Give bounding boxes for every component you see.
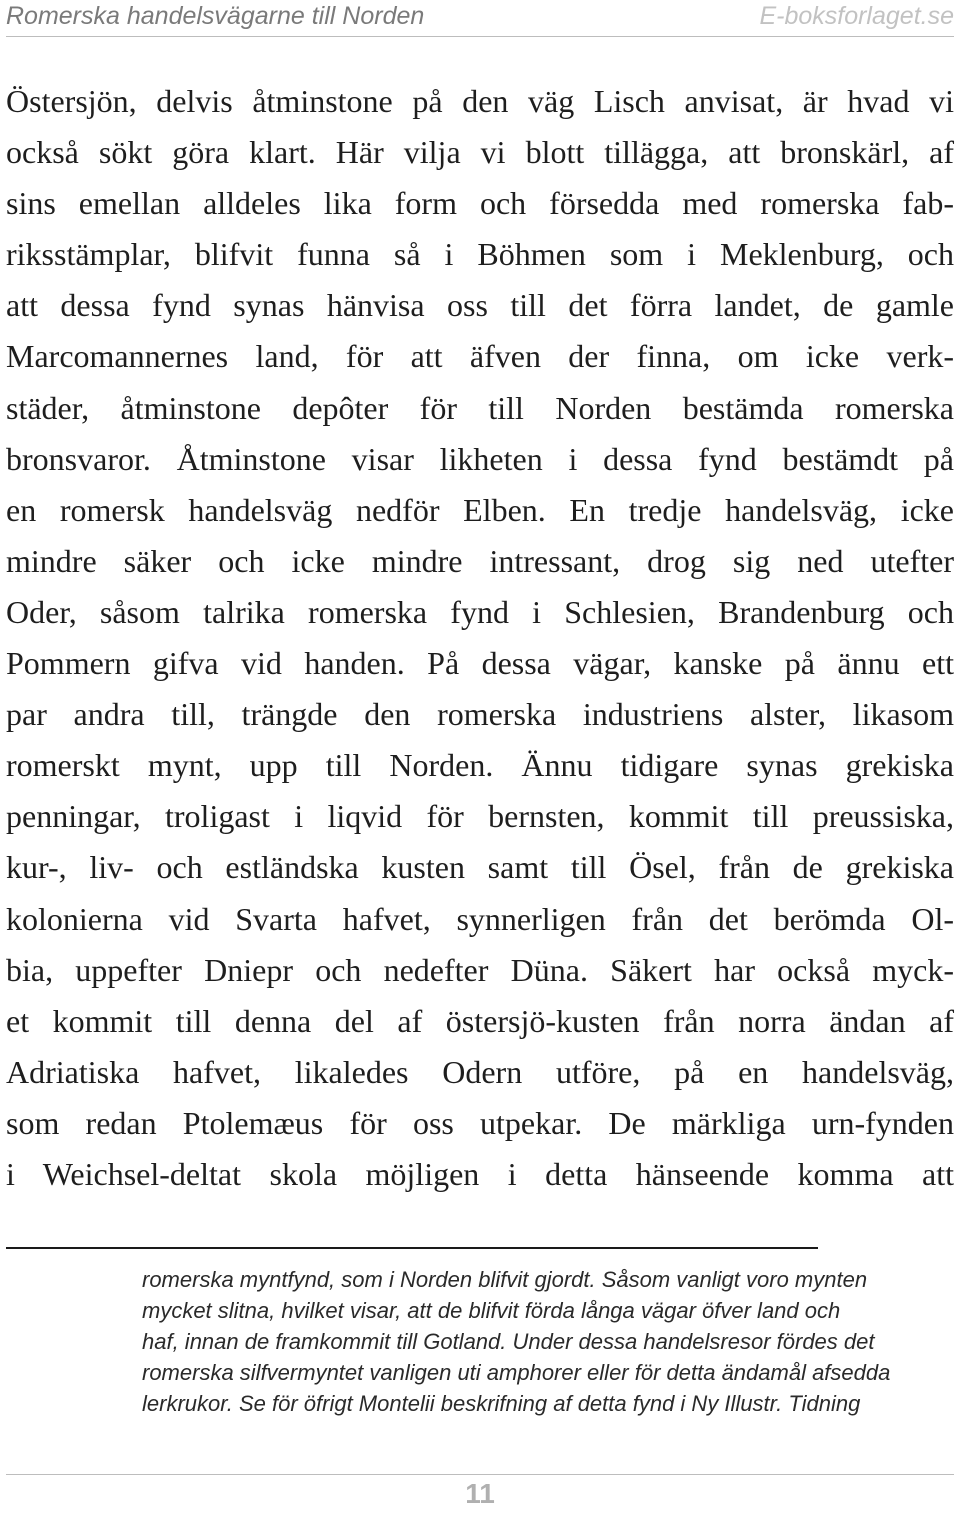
footnote-line: mycket slitna, hvilket visar, att de blifvit förda långa vägar öfver land och (142, 1298, 841, 1323)
footnote (142, 1264, 942, 1419)
text-line: Oder, såsom talrika romerska fynd i Schlesien, Brandenburg och (6, 593, 954, 630)
page-number: 11 (465, 1478, 495, 1509)
text-line: bronsvaror. Åtminstone visar likheten i dessa fynd bestämdt på (6, 440, 954, 477)
text-line: mindre säker och icke mindre intressant, drog sig ned utefter (6, 542, 954, 579)
text-line: som redan Ptolemæus för oss utpekar. De märkliga urn-fynden (6, 1104, 954, 1141)
text-line: kolonierna vid Svarta hafvet, synnerligen från det berömda Ol- (6, 900, 954, 937)
footnote-line: romerska myntfynd, som i Norden blifvit gjordt. Såsom vanligt voro mynten (142, 1267, 868, 1292)
text-line: Östersjön, delvis åtminstone på den väg Lisch anvisat, är hvad vi (6, 83, 954, 119)
footer-divider (6, 1474, 954, 1475)
text-line: riksstämplar, blifvit funna så i Böhmen som i Meklenburg, och (6, 236, 954, 273)
text-line: i Weichsel-deltat skola möjligen i detta hänseende komma att (6, 1155, 954, 1192)
text-line: et kommit till denna del af östersjö-kusten från norra ändan af (6, 1002, 954, 1039)
text-line: Marcomannernes land, för att äfven der finna, om icke verk- (6, 338, 954, 375)
text-line: kur-, liv- och estländska kusten samt till Ösel, från de grekiska (6, 849, 954, 886)
text-line: bia, uppefter Dniepr och nedefter Düna. Säkert har också myck- (6, 951, 954, 988)
text-line: romerskt mynt, upp till Norden. Ännu tidigare synas grekiska (6, 747, 954, 784)
text-line: också sökt göra klart. Här vilja vi blott tillägga, att bronskärl, af (6, 134, 954, 171)
footnote-line: romerska silfvermyntet vanligen uti amphorer eller för detta ändamål afsedda (142, 1360, 891, 1385)
text-line: städer, åtminstone depôter för till Norden bestämda romerska (6, 389, 954, 426)
text-line: Adriatiska hafvet, likaledes Odern utföre, på en handelsväg, (6, 1053, 954, 1090)
text-line: penningar, troligast i liqvid för bernsten, kommit till preussiska, (6, 798, 954, 835)
footnote-separator (6, 1247, 818, 1249)
footnote-line: haf, innan de framkommit till Gotland. Under dessa handelsresor fördes det (142, 1329, 875, 1354)
running-title: Romerska handelsvägarne till Norden (6, 2, 425, 30)
text-line: en romersk handelsväg nedför Elben. En tredje handelsväg, icke (6, 491, 954, 528)
publisher-site: E-boksforlaget.se (759, 2, 954, 30)
footnote-line: lerkrukor. Se för öfrigt Montelii beskrifning af detta fynd i Ny Illustr. Tidning (142, 1391, 861, 1416)
text-line: sins emellan alldeles lika form och försedda med romerska fab- (6, 185, 954, 222)
text-line: Pommern gifva vid handen. På dessa vägar, kanske på ännu ett (6, 645, 954, 682)
running-header (6, 0, 954, 37)
text-line: att dessa fynd synas hänvisa oss till det förra landet, de gamle (6, 287, 954, 324)
text-line: par andra till, trängde den romerska industriens alster, likasom (6, 696, 954, 733)
main-text (6, 76, 954, 1200)
